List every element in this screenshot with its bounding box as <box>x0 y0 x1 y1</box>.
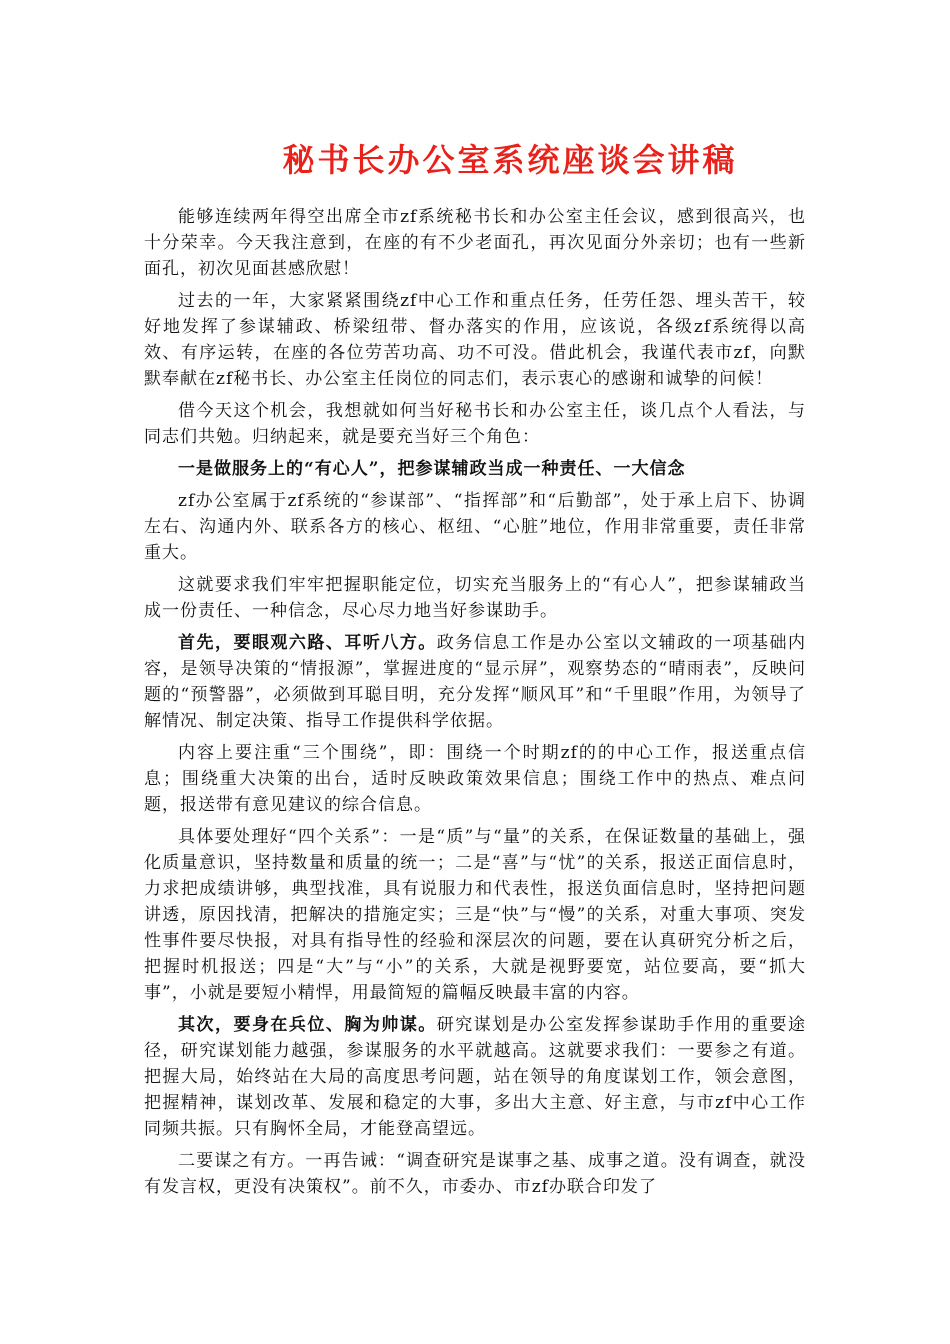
paragraph-5: zf办公室属于zf系统的“参谋部”、“指挥部”和“后勤部”，处于承上启下、协调左右、沟通内外、联系各方的核心、枢纽、“心脏”地位，作用非常重要，责任非常重大。 <box>144 491 806 563</box>
paragraph-lead-1: 首先，要眼观六路、耳听八方。 <box>178 633 437 653</box>
paragraph-body-10: 研究谋划是办公室发挥参谋助手作用的重要途径，研究谋划能力越强，参谋服务的水平就越高。这就要求我们：一要参之有道。把握大局，始终站在大局的高度思考问题，站在领导的角度谋划工作，领会意图，把握精神，谋划改革、发展和稳定的大事，多出大主意、好主意，与市zf中心工作同频共振。只有胸怀全局，才能登高望远。 <box>144 1015 807 1139</box>
paragraph-7 <box>144 630 806 734</box>
paragraph-lead-2: 其次，要身在兵位、胸为帅谋。 <box>178 1015 437 1035</box>
paragraph-6: 这就要求我们牢牢把握职能定位，切实充当服务上的“有心人”，把参谋辅政当成一份责任、一种信念，尽心尽力地当好参谋助手。 <box>144 575 806 621</box>
paragraph-9: 具体要处理好“四个关系”：一是“质”与“量”的关系，在保证数量的基础上，强化质量意识，坚持数量和质量的统一；二是“喜”与“忧”的关系，报送正面信息时，力求把成绩讲够，典型找准，具有说服力和代表性，报送负面信息时，坚持把问题讲透，原因找清，把解决的措施定实；三是“快”与“慢”的关系，对重大事项、突发性事件要尽快报，对具有指导性的经验和深层次的问题，要在认真研究分析之后，把握时机报送；四是“大”与“小”的关系，大就是视野要宽，站位要高，要“抓大事”，小就是要短小精悍，用最简短的篇幅反映最丰富的内容。 <box>144 827 806 1003</box>
section-heading-1: 一是做服务上的“有心人”，把参谋辅政当成一种责任、一大信念 <box>178 459 686 479</box>
paragraph-1: 能够连续两年得空出席全市zf系统秘书长和办公室主任会议，感到很高兴，也十分荣幸。今天我注意到，在座的有不少老面孔，再次见面分外亲切；也有一些新面孔，初次见面甚感欣慰！ <box>144 207 806 279</box>
paragraph-3: 借今天这个机会，我想就如何当好秘书长和办公室主任，谈几点个人看法，与同志们共勉。归纳起来，就是要充当好三个角色： <box>144 401 806 447</box>
document-page <box>144 138 806 1206</box>
paragraph-2: 过去的一年，大家紧紧围绕zf中心工作和重点任务，任劳任怨、埋头苦干，较好地发挥了参谋辅政、桥梁纽带、督办落实的作用，应该说，各级zf系统得以高效、有序运转，在座的各位劳苦功高、功不可没。借此机会，我谨代表市zf，向默默奉献在zf秘书长、办公室主任岗位的同志们，表示衷心的感谢和诚挚的问候！ <box>144 291 806 389</box>
document-title: 秘书长办公室系统座谈会讲稿 <box>282 141 738 179</box>
paragraph-8: 内容上要注重“三个围绕”，即：围绕一个时期zf的的中心工作，报送重点信息；围绕重大决策的出台，适时反映政策效果信息；围绕工作中的热点、难点问题，报送带有意见建议的综合信息。 <box>144 743 806 815</box>
paragraph-body-7: 政务信息工作是办公室以文辅政的一项基础内容，是领导决策的“情报源”，掌握进度的“显示屏”，观察势态的“晴雨表”，反映问题的“预警器”，必须做到耳聪目明，充分发挥“顺风耳”和“千里眼”作用，为领导了解情况、制定决策、指导工作提供科学依据。 <box>144 633 807 731</box>
paragraph-10 <box>144 1012 806 1142</box>
paragraph-11: 二要谋之有方。一再告诫：“调查研究是谋事之基、成事之道。没有调查，就没有发言权，更没有决策权”。前不久，市委办、市zf办联合印发了 <box>144 1151 806 1197</box>
